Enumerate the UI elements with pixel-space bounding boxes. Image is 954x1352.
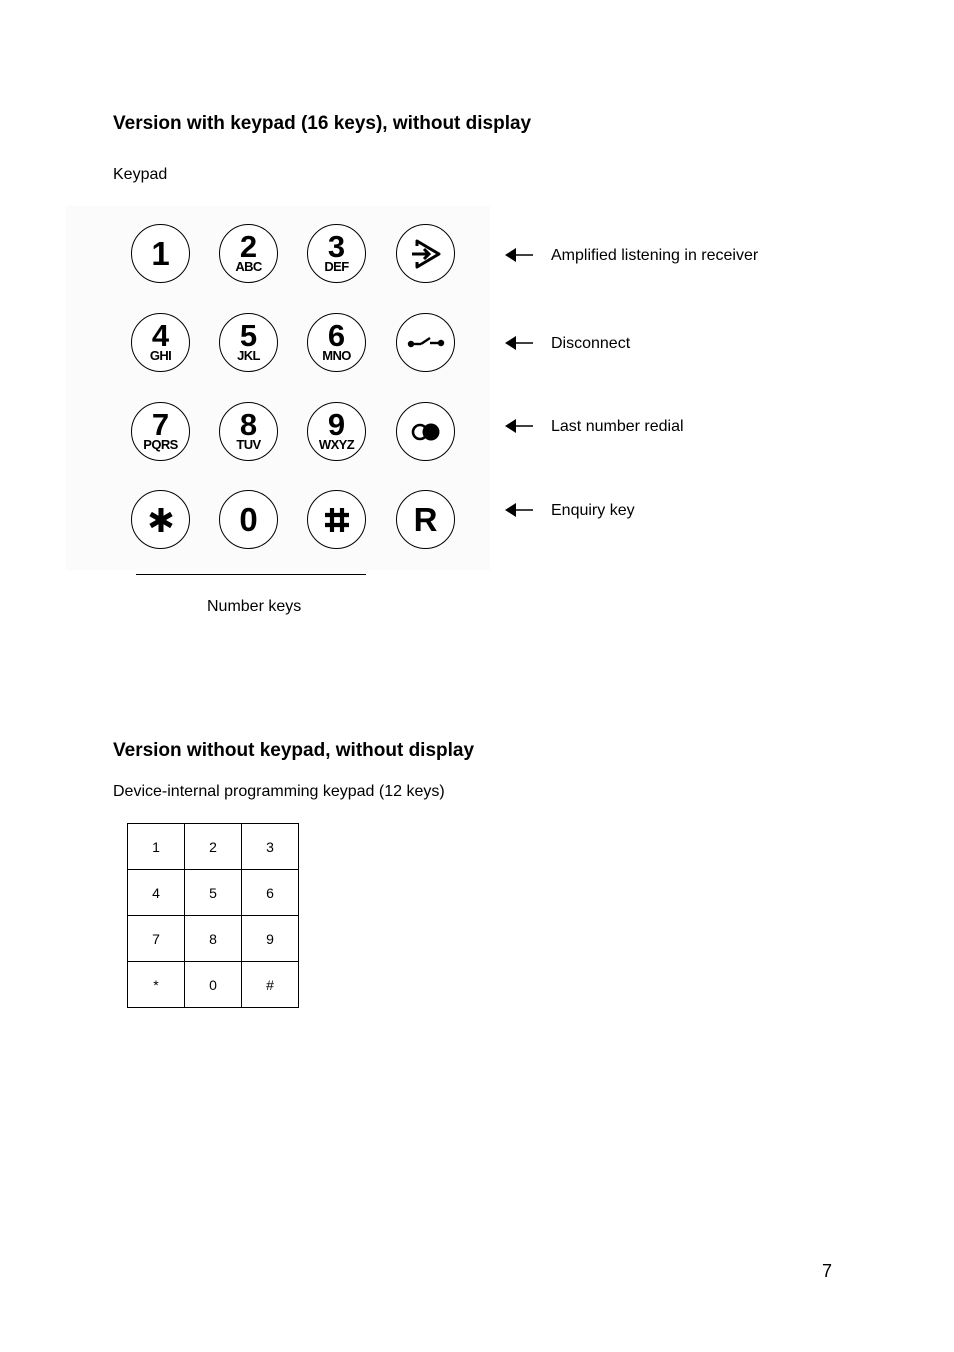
key-digit: 6	[327, 317, 346, 353]
arrow-left-icon	[505, 247, 533, 263]
arrow-left-icon	[505, 502, 533, 518]
key-letters: ABC	[235, 258, 262, 274]
key-digit: R	[413, 501, 438, 538]
grid-cell: *	[128, 962, 185, 1008]
key-letters: DEF	[324, 258, 349, 274]
label-last-number-redial: Last number redial	[551, 418, 684, 435]
key-letters: MNO	[322, 347, 351, 363]
programming-keypad-label: Device-internal programming keypad (12 keys)	[113, 783, 445, 800]
amplified-listening-icon	[409, 237, 443, 271]
number-keys-label: Number keys	[207, 598, 302, 615]
key-2[interactable]	[219, 224, 278, 283]
key-digit: 8	[239, 406, 258, 442]
key-7[interactable]	[131, 402, 190, 461]
grid-cell: 2	[185, 824, 242, 870]
page-number: 7	[822, 1261, 833, 1281]
disconnect-key[interactable]	[396, 313, 455, 372]
number-keys-bracket	[136, 574, 366, 575]
grid-cell: 4	[128, 870, 185, 916]
key-digit: 9	[327, 406, 346, 442]
key-0[interactable]	[219, 490, 278, 549]
programming-keypad-grid	[127, 823, 299, 1008]
star-key[interactable]	[131, 490, 190, 549]
grid-row	[128, 824, 299, 870]
key-digit: 7	[151, 406, 170, 442]
grid-row	[128, 962, 299, 1008]
arrow-left-icon	[505, 335, 533, 351]
grid-row	[128, 916, 299, 962]
label-amplified-listening: Amplified listening in receiver	[551, 247, 759, 264]
grid-cell: 9	[242, 916, 299, 962]
key-digit: 1	[151, 235, 170, 272]
key-5[interactable]	[219, 313, 278, 372]
star-icon	[146, 505, 176, 535]
key-digit: 2	[239, 228, 258, 264]
last-number-redial-icon	[409, 421, 443, 443]
key-3[interactable]	[307, 224, 366, 283]
key-digit: 3	[327, 228, 346, 264]
grid-cell: 1	[128, 824, 185, 870]
arrow-left-icon	[505, 418, 533, 434]
key-1[interactable]	[131, 224, 190, 283]
label-enquiry-key: Enquiry key	[551, 502, 635, 519]
grid-row	[128, 870, 299, 916]
key-8[interactable]	[219, 402, 278, 461]
key-letters: TUV	[236, 436, 261, 452]
disconnect-icon	[406, 333, 446, 353]
hash-key[interactable]	[307, 490, 366, 549]
grid-cell: 7	[128, 916, 185, 962]
amplified-listening-key[interactable]	[396, 224, 455, 283]
grid-cell: 5	[185, 870, 242, 916]
enquiry-key-r[interactable]	[396, 490, 455, 549]
grid-cell: 3	[242, 824, 299, 870]
grid-cell: 0	[185, 962, 242, 1008]
hash-icon	[322, 505, 352, 535]
key-letters: WXYZ	[318, 436, 355, 452]
key-letters: PQRS	[143, 436, 178, 452]
key-digit: 0	[239, 501, 258, 538]
last-number-redial-key[interactable]	[396, 402, 455, 461]
grid-cell: 6	[242, 870, 299, 916]
key-letters: JKL	[237, 347, 260, 363]
key-6[interactable]	[307, 313, 366, 372]
key-digit: 5	[239, 317, 258, 353]
grid-cell: 8	[185, 916, 242, 962]
key-letters: GHI	[149, 347, 172, 363]
keypad-label: Keypad	[113, 166, 168, 183]
label-disconnect: Disconnect	[551, 335, 631, 352]
section-heading-no-keypad-version: Version without keypad, without display	[113, 740, 475, 761]
section-heading-keypad-version: Version with keypad (16 keys), without display	[113, 113, 532, 134]
key-9[interactable]	[307, 402, 366, 461]
key-4[interactable]	[131, 313, 190, 372]
grid-cell: #	[242, 962, 299, 1008]
key-digit: 4	[151, 317, 170, 353]
